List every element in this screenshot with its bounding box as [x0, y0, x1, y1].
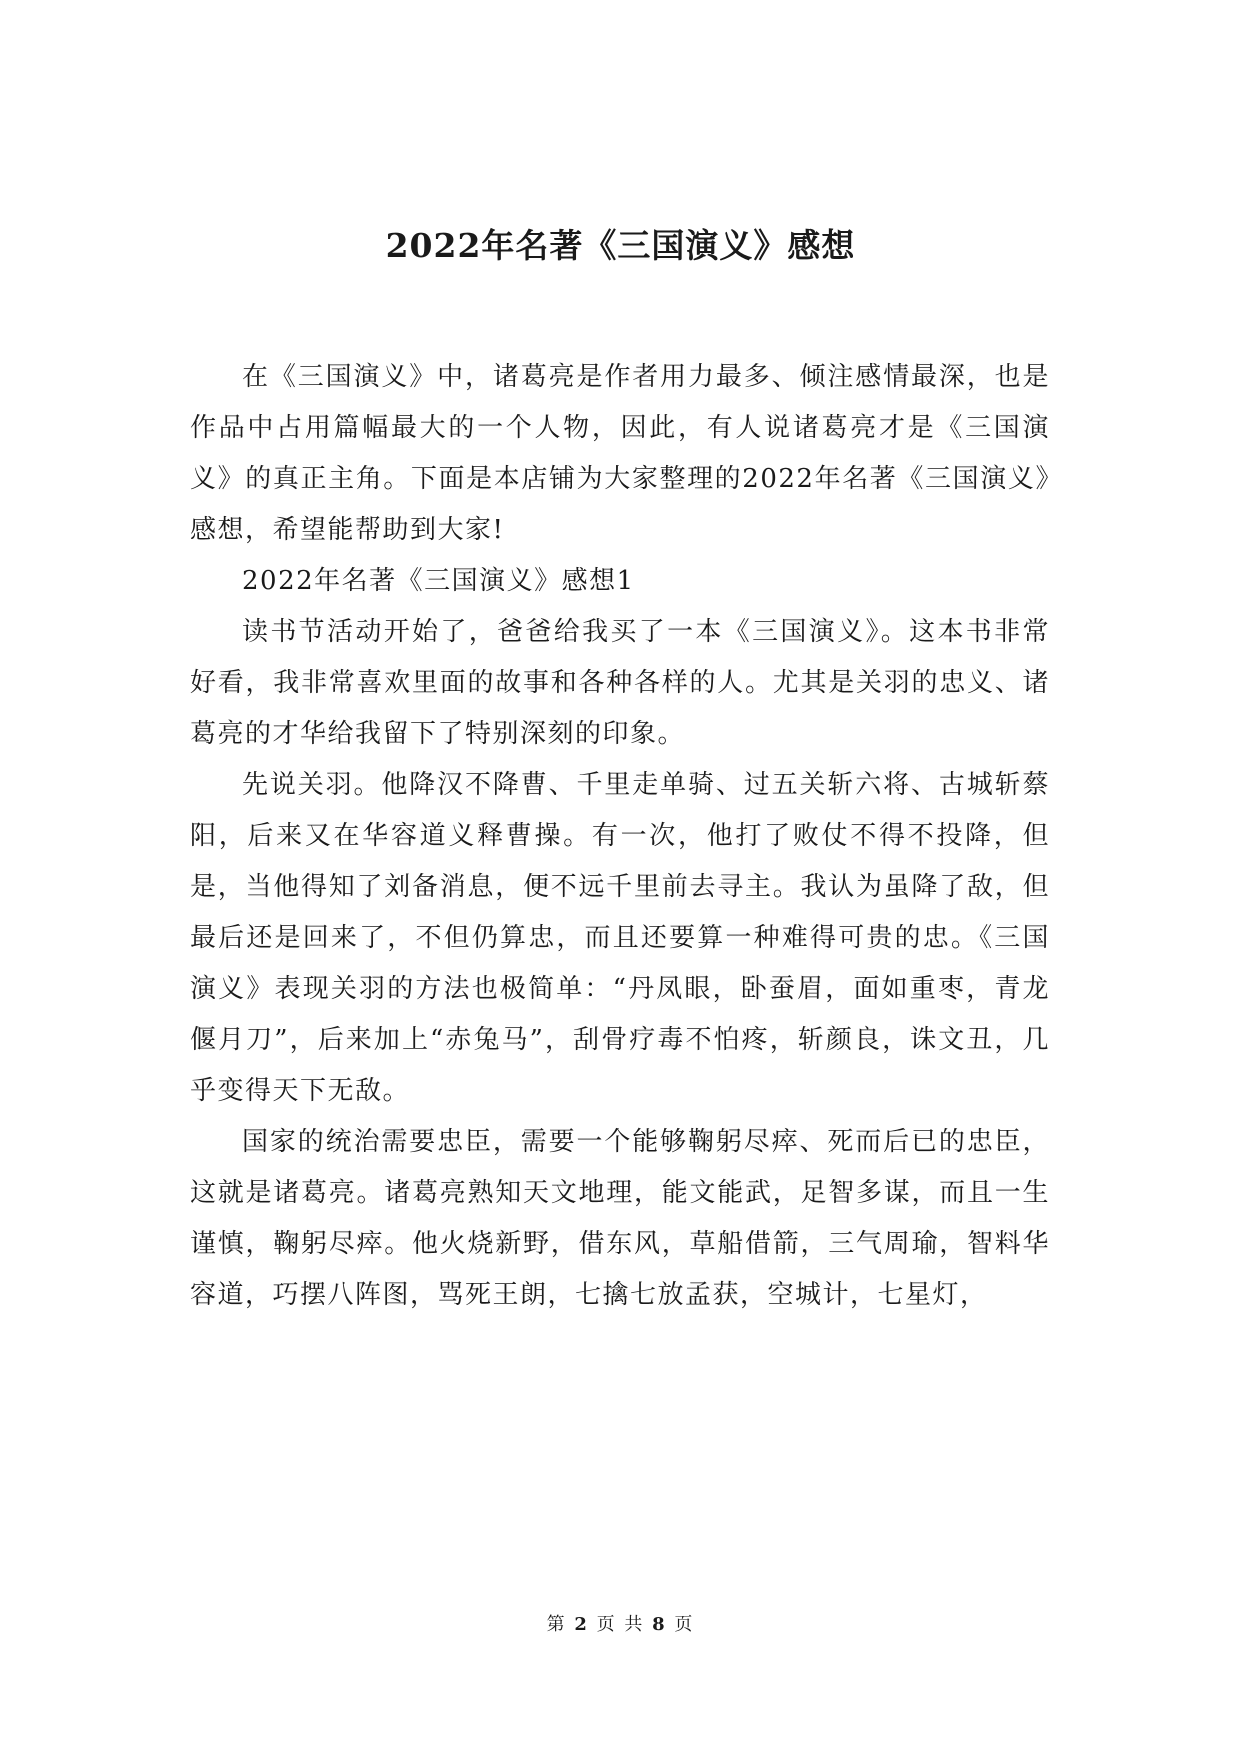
section-heading: 2022年名著《三国演义》感想1: [242, 566, 635, 596]
current-page-number: 2: [574, 1614, 589, 1635]
footer-middle: 页 共: [596, 1614, 645, 1635]
footer-suffix: 页: [674, 1614, 695, 1635]
page-footer: [0, 1610, 1241, 1636]
total-pages-number: 8: [652, 1614, 667, 1635]
document-body: [190, 352, 1050, 1321]
document-title: 2022年名著《三国演义》感想: [385, 226, 856, 265]
paragraph-intro: 在《三国演义》中，诸葛亮是作者用力最多、倾注感情最深，也是作品中占用篇幅最大的一个人物，因此，有人说诸葛亮才是《三国演义》的真正主角。下面是本店铺为大家整理的2022年名著《三国演义》感想，希望能帮助到大家!: [190, 362, 1050, 545]
paragraph: 读书节活动开始了，爸爸给我买了一本《三国演义》。这本书非常好看，我非常喜欢里面的故事和各种各样的人。尤其是关羽的忠义、诸葛亮的才华给我留下了特别深刻的印象。: [190, 617, 1050, 749]
footer-prefix: 第: [546, 1614, 567, 1635]
paragraph: 先说关羽。他降汉不降曹、千里走单骑、过五关斩六将、古城斩蔡阳，后来又在华容道义释曹操。有一次，他打了败仗不得不投降，但是，当他得知了刘备消息，便不远千里前去寻主。我认为虽降了敌，但最后还是回来了，不但仍算忠，而且还要算一种难得可贵的忠。《三国演义》表现关羽的方法也极简单：“丹凤眼，卧蚕眉，面如重枣，青龙偃月刀”，后来加上“赤兔马”，刮骨疗毒不怕疼，斩颜良，诛文丑，几乎变得天下无敌。: [190, 770, 1050, 1106]
paragraph: 国家的统治需要忠臣，需要一个能够鞠躬尽瘁、死而后已的忠臣，这就是诸葛亮。诸葛亮熟知天文地理，能文能武，足智多谋，而且一生谨慎，鞠躬尽瘁。他火烧新野，借东风，草船借箭，三气周瑜，智料华容道，巧摆八阵图，骂死王朗，七擒七放孟获，空城计，七星灯，: [190, 1127, 1050, 1310]
